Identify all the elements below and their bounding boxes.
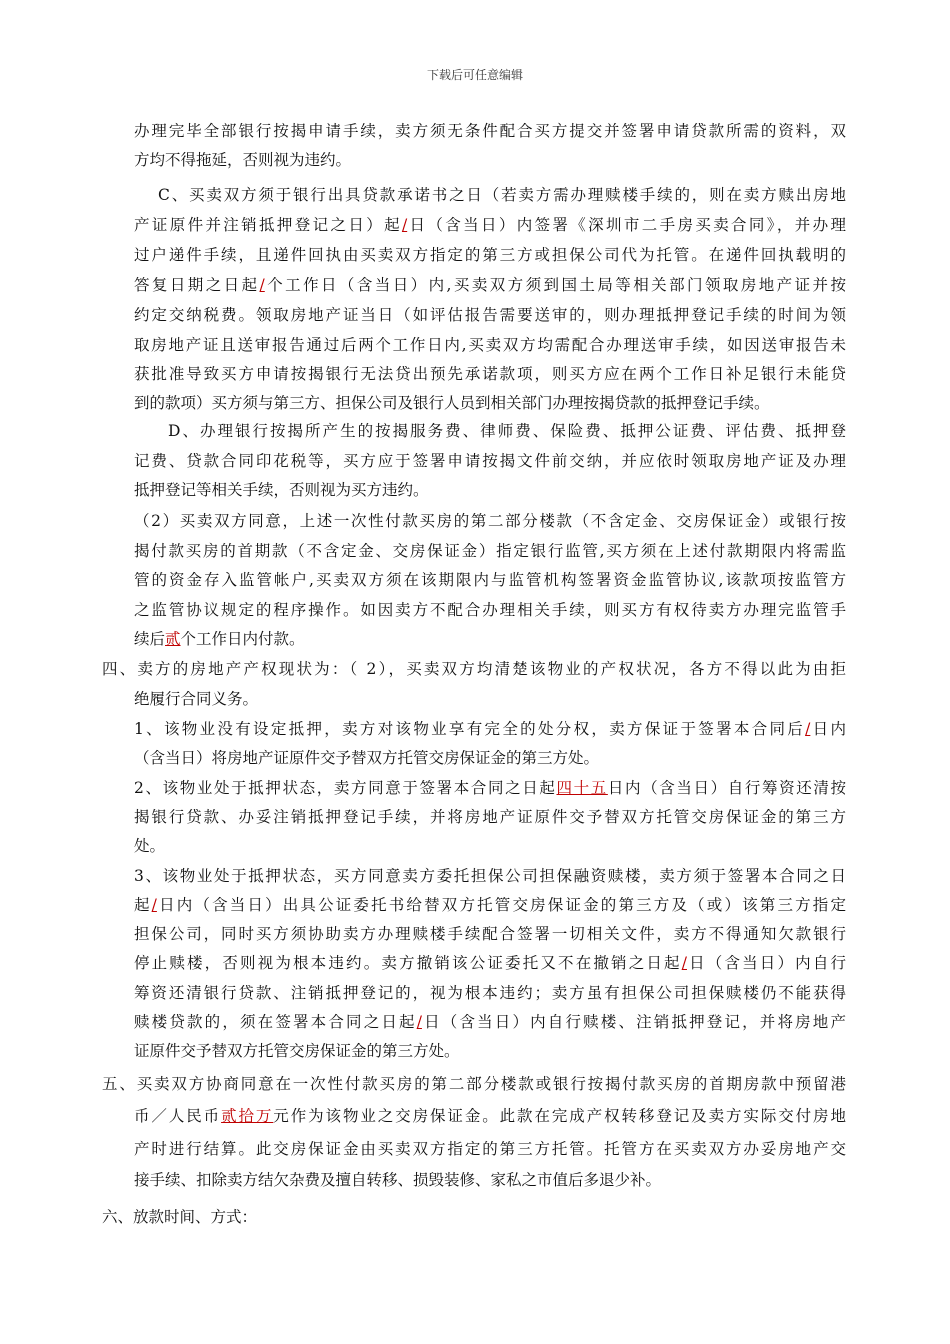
line-text: 之监管协议规定的程序操作。如因卖方不配合办理相关手续，则买方有权待卖方办理完监管手	[134, 601, 846, 619]
line-text: 产时进行结算。此交房保证金由买卖双方指定的第三方托管。托管方在买卖双方办妥房地产交	[134, 1140, 846, 1158]
text-line	[134, 364, 846, 384]
line-text: 日（含当日）内自行赎楼、注销抵押登记，并将房地产	[421, 1013, 846, 1031]
text-line	[134, 1012, 846, 1032]
text-line	[134, 807, 846, 827]
text-line	[134, 150, 351, 170]
line-text: D、办理银行按揭所产生的按揭服务费、律师费、保险费、抵押公证费、评估费、抵押登	[168, 422, 846, 440]
line-text: 日（含当日）内自行	[686, 954, 846, 972]
line-text: 赎楼贷款的，须在签署本合同之日起	[134, 1013, 417, 1031]
text-line	[134, 778, 846, 798]
line-text: 日内（含当日）出具公证委托书给替双方托管交房保证金的第三方及（或）该第三方指定	[156, 896, 846, 914]
line-text: 取房地产证且送审报告通过后两个工作日内,买卖双方均需配合办理送审手续，如因送审报告未	[134, 336, 846, 354]
text-line	[134, 895, 846, 915]
line-text: 起	[134, 896, 152, 914]
text-line	[102, 1207, 257, 1227]
filled-blank: /	[401, 216, 408, 234]
page-header: 下载后可任意编辑	[426, 68, 523, 82]
line-text: 五、买卖双方协商同意在一次性付款买房的第二部分楼款或银行按揭付款买房的首期房款中预留港	[102, 1075, 846, 1093]
line-text: 币／人民币	[134, 1107, 222, 1125]
line-text: 日内（含当日）自行筹资还清按	[607, 779, 846, 797]
text-line	[134, 866, 846, 886]
text-line	[134, 305, 846, 325]
text-line	[134, 629, 305, 649]
text-line	[134, 1041, 460, 1061]
line-text: 办理完毕全部银行按揭申请手续，卖方须无条件配合买方提交并签署申请贷款所需的资料，双	[134, 122, 846, 140]
line-text: 过户递件手续，且递件回执由买卖双方指定的第三方或担保公司代为托管。在递件回执载明的	[134, 246, 846, 264]
line-text: 产证原件并注销抵押登记之日）起	[134, 216, 402, 234]
line-text: 约定交纳税费。领取房地产证当日（如评估报告需要送审的，则办理抵押登记手续的时间为领	[134, 306, 846, 324]
line-text: 绝履行合同义务。	[134, 690, 259, 708]
line-text: 个工作日（含当日）内,买卖双方须到国土局等相关部门领取房地产证并按	[264, 276, 846, 294]
line-text: 六、放款时间、方式：	[102, 1208, 258, 1226]
text-line	[134, 924, 846, 944]
line-text: 续后	[134, 630, 166, 648]
line-text: 揭银行贷款、办妥注销抵押登记手续，并将房地产证原件交予替双方托管交房保证金的第三方	[134, 808, 846, 826]
text-line	[134, 983, 846, 1003]
line-text: 记费、贷款合同印花税等，买方应于签署申请按揭文件前交纳，并应依时领取房地产证及办理	[134, 452, 846, 470]
text-line	[134, 748, 599, 768]
line-text: 四、卖方的房地产产权现状为：（ 2），买卖双方均清楚该物业的产权状况，各方不得以此为由拒	[102, 660, 846, 678]
line-text: 管的资金存入监管帐户,买卖双方须在该期限内与监管机构签署资金监管协议,该款项按监管方	[134, 571, 846, 589]
text-line	[102, 659, 846, 679]
text-line	[134, 245, 846, 265]
filled-blank: /	[259, 276, 265, 294]
text-line	[134, 600, 846, 620]
filled-blank: 四十五	[556, 779, 608, 797]
text-line	[134, 121, 846, 141]
text-line	[134, 215, 846, 235]
line-text: 3、该物业处于抵押状态，买方同意卖方委托担保公司担保融资赎楼，卖方须于签署本合同之日	[134, 867, 846, 885]
line-text: 2、该物业处于抵押状态，卖方同意于签署本合同之日起	[134, 779, 557, 797]
text-line	[134, 689, 258, 709]
line-text: 个工作日内付款。	[180, 630, 305, 648]
text-line	[134, 541, 846, 561]
filled-blank: /	[681, 954, 687, 972]
line-text: （2）买卖双方同意，上述一次性付款买房的第二部分楼款（不含定金、交房保证金）或银行按	[134, 512, 846, 530]
text-line	[134, 451, 846, 471]
text-line	[134, 275, 846, 295]
line-text: 元作为该物业之交房保证金。此款在完成产权转移登记及卖方实际交付房地	[273, 1107, 846, 1125]
text-line	[134, 570, 846, 590]
line-text: 1、该物业没有设定抵押，卖方对该物业享有完全的处分权，卖方保证于签署本合同后	[134, 720, 806, 738]
line-text: 答复日期之日起	[134, 276, 260, 294]
line-text: 日（含当日）内签署《深圳市二手房买卖合同》，并办理	[407, 216, 846, 234]
line-text: 方均不得拖延，否则视为违约。	[134, 151, 352, 169]
line-text: C、买卖双方须于银行出具贷款承诺书之日（若卖方需办理赎楼手续的，则在卖方赎出房地	[158, 186, 846, 204]
text-line	[134, 480, 429, 500]
line-text: 筹资还清银行贷款、注销抵押登记的，视为根本违约；卖方虽有担保公司担保赎楼仍不能获得	[134, 984, 846, 1002]
filled-blank: /	[416, 1013, 422, 1031]
line-text: 抵押登记等相关手续，否则视为买方违约。	[134, 481, 429, 499]
text-line	[134, 836, 165, 856]
text-line	[134, 1106, 846, 1126]
filled-blank: /	[151, 896, 157, 914]
line-text: 证原件交予替双方托管交房保证金的第三方处。	[134, 1042, 460, 1060]
text-line	[134, 1139, 846, 1159]
line-text: 担保公司，同时买方须协助卖方办理赎楼手续配合签署一切相关文件，卖方不得通知欠款银行	[134, 925, 846, 943]
filled-blank: 贰	[165, 630, 181, 648]
filled-blank: /	[805, 720, 811, 738]
text-line	[158, 185, 846, 205]
text-line	[134, 1170, 661, 1190]
line-text: 接手续、扣除卖方结欠杂费及擅自转移、损毁装修、家私之市值后多退少补。	[134, 1171, 662, 1189]
line-text: 到的款项）买方须与第三方、担保公司及银行人员到相关部门办理按揭贷款的抵押登记手续。	[134, 394, 770, 412]
line-text: 停止赎楼，否则视为根本违约。卖方撤销该公证委托又不在撤销之日起	[134, 954, 682, 972]
text-line	[134, 511, 846, 531]
line-text: （含当日）将房地产证原件交予替双方托管交房保证金的第三方处。	[134, 749, 600, 767]
text-line	[134, 393, 846, 413]
filled-blank: 贰拾万	[221, 1107, 274, 1125]
text-line	[168, 421, 846, 441]
text-line	[102, 1074, 846, 1094]
line-text: 揭付款买房的首期款（不含定金、交房保证金）指定银行监管,买方须在上述付款期限内将需监	[134, 542, 846, 560]
line-text: 获批准导致买方申请按揭银行无法贷出预先承诺款项，则买方应在两个工作日补足银行未能贷	[134, 365, 846, 383]
text-line	[134, 719, 846, 739]
text-line	[134, 335, 846, 355]
line-text: 处。	[134, 837, 166, 855]
text-line	[134, 953, 846, 973]
line-text: 日内	[810, 720, 846, 738]
